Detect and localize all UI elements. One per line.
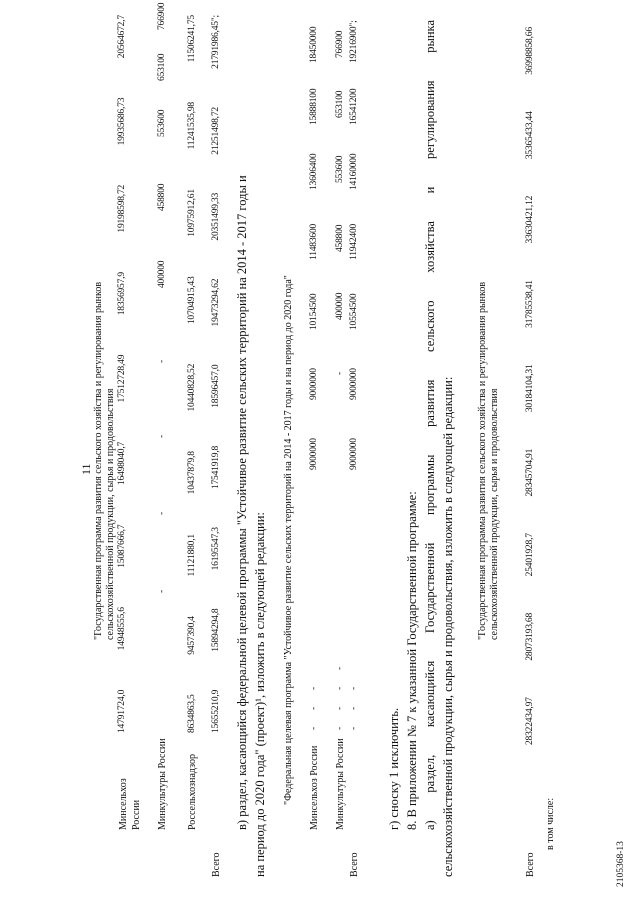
table-row-label: Минкультуры России	[157, 738, 168, 830]
table-row-label: Минсельхоз России	[309, 745, 320, 830]
paragraph-g: г) сноску 1 исключить.	[387, 707, 401, 830]
table-row: - - - 9000000 9000000 10554500 11942400 14160000 16541200 19216900";	[349, 20, 359, 730]
table-row-label: в том числе:	[545, 797, 556, 850]
table1-title-line1: "Государственная программа развития сельского хозяйства и регулирования рынков	[93, 281, 104, 640]
table-row: - - - - - 400000 458800 553600 653100 766900	[335, 30, 345, 730]
table2-title: "Федеральная целевая программа "Устойчивое развитие сельских территорий на 2014 - 2017 годы и на период до 2020 года"	[283, 275, 294, 805]
table1-title-line2: сельскохозяйственной продукции, сырья и продовольствия	[105, 388, 116, 640]
table-row-label: Всего	[211, 852, 222, 877]
table-row-label: Минкультуры России	[335, 738, 346, 830]
table-row: - - - 9000000 9000000 10154500 11483600 13606400 15888100 18450000	[309, 26, 319, 730]
table-row-label: Минсельхоз России	[118, 778, 142, 830]
table-row: 8634863,5 9457390,4 11121880,1 10437879,8 10440828,52 10704915,43 10975912,61 11241535,98 11506241,75	[187, 15, 197, 733]
paragraph-v-line2: на период до 2020 года" (проект)¹, изложить в следующей редакции:	[253, 512, 267, 877]
table-row-label: Всего	[525, 852, 536, 877]
footer-code: 2105368-13	[616, 841, 626, 887]
table-row: 14791724,0 14948555,6 15087666,7 16498040,7 17512728,49 18356957,9 19198598,72 19935686,73 20564672,7	[117, 15, 127, 733]
table3-title-line2: сельскохозяйственной продукции, сырья и продовольствия	[489, 388, 500, 640]
page-number: 11	[79, 463, 93, 475]
paragraph-a-line1: а) раздел, касающийся Государственной программы развития сельского хозяйства и регулирования рынка	[423, 20, 437, 830]
table-row: 28322434,97 28073193,68 25401928,7 28345704,91 30184104,31 31785538,41 33630421,12 35365433,44 36998858,66	[525, 27, 535, 745]
paragraph-v-line1: в) раздел, касающийся федеральной целевой программы "Устойчивое развитие сельских территорий на 2014 - 2017 годы и	[235, 175, 249, 830]
table-row-label: Россельхознадзор	[187, 753, 198, 830]
table3-title-line1: "Государственная программа развития сельского хозяйства и регулирования рынков	[477, 281, 488, 640]
table-row-label: Всего	[349, 852, 360, 877]
paragraph-8: 8. В приложении № 7 к указанной Государственной программе:	[405, 491, 419, 830]
table-row: - - - - 400000 458800 553600 653100 766900	[157, 2, 167, 593]
paragraph-a-line2: сельскохозяйственной продукции, сырья и продовольствия, изложить в следующей редакции:	[441, 376, 455, 877]
table-row: 15655210,9 15894294,8 16195547,3 17541919,8 18596457,0 19473294,62 20351499,33 21251498,72 21791986,45";	[211, 15, 221, 733]
